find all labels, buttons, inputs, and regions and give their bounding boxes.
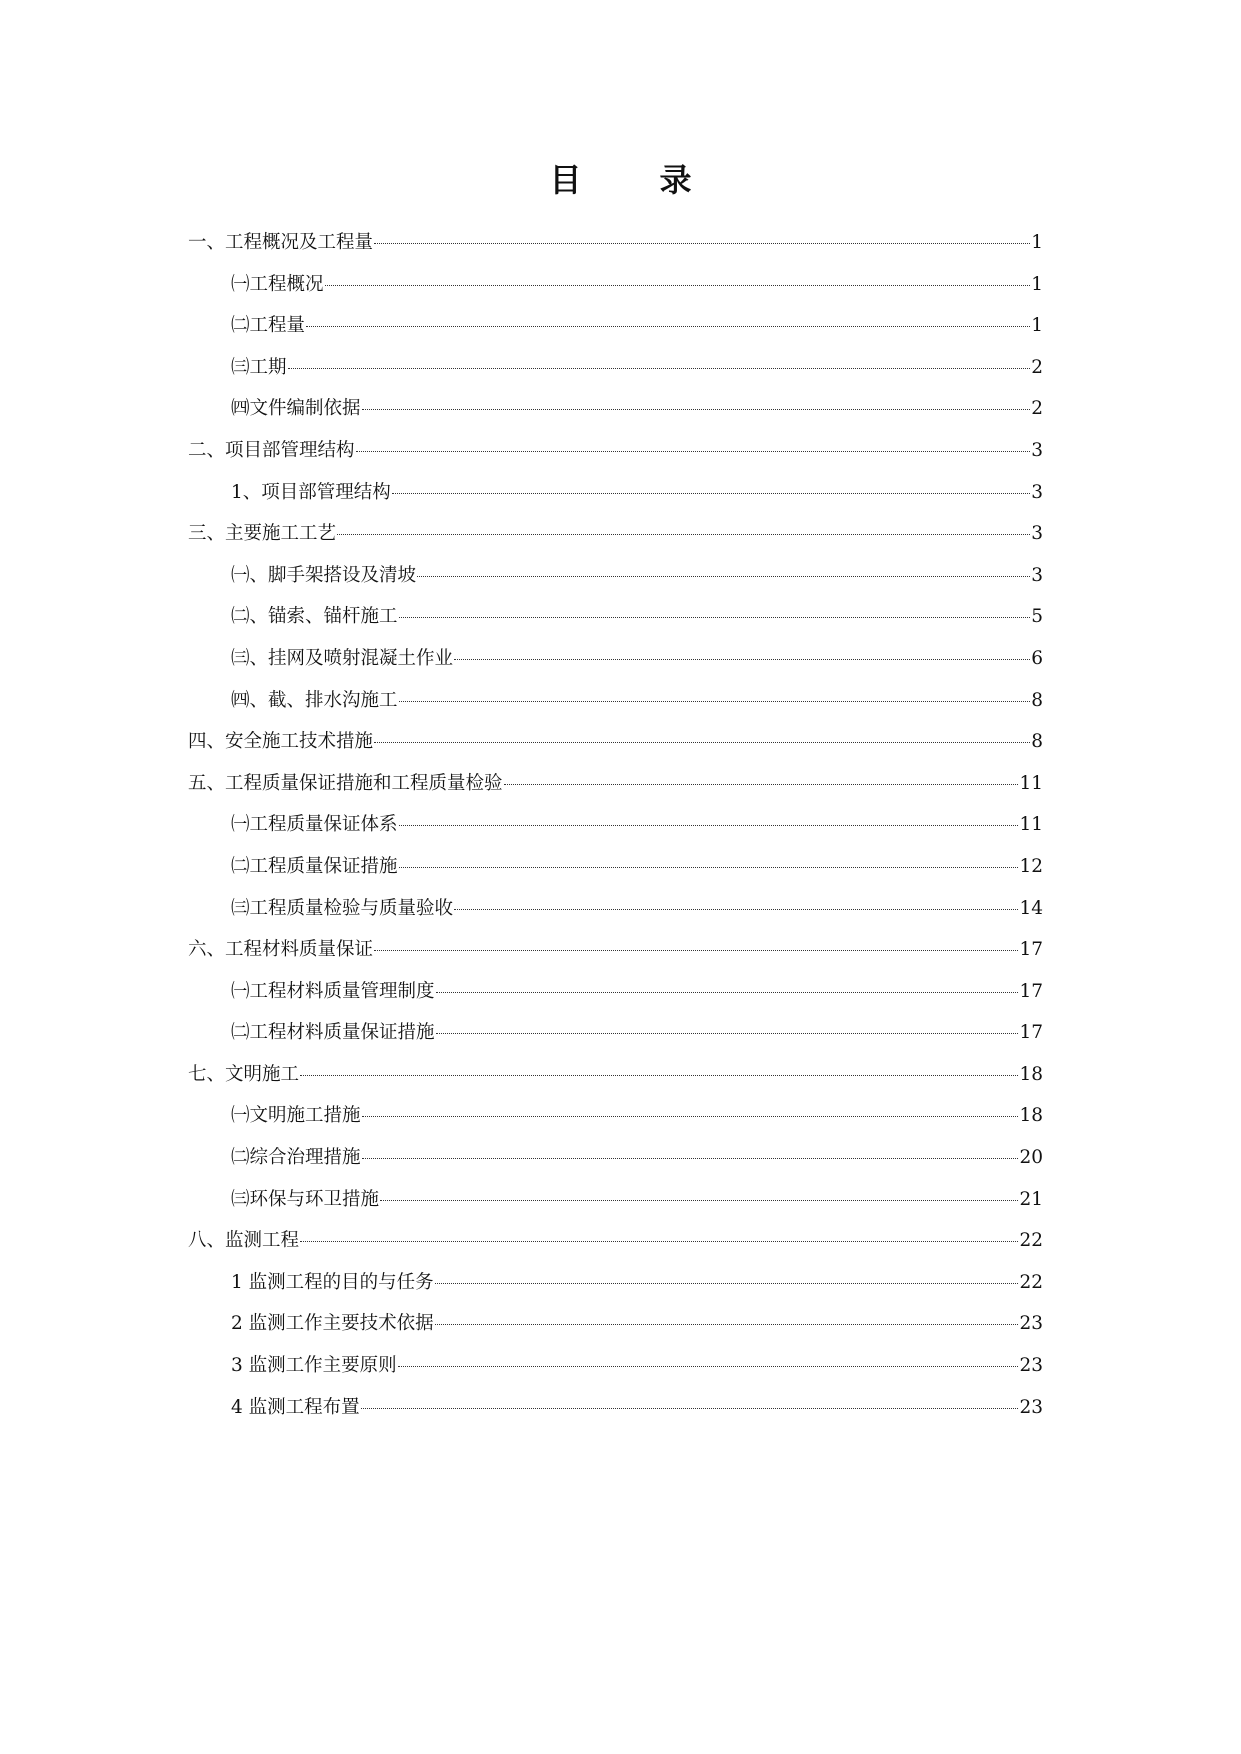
toc-chapter-entry[interactable] (188, 222, 1043, 264)
toc-dot-leader (417, 576, 1030, 577)
toc-page-number: 11 (1019, 814, 1043, 836)
title-right-char: 录 (659, 161, 692, 199)
toc-dot-leader (374, 742, 1030, 743)
toc-page-number: 20 (1019, 1147, 1043, 1169)
toc-page-number: 17 (1019, 939, 1043, 961)
toc-section-entry[interactable] (231, 1387, 1043, 1429)
toc-dot-leader (504, 784, 1019, 785)
toc-section-entry[interactable] (231, 1179, 1043, 1221)
toc-entry-text: ㈠工程概况 (231, 273, 324, 295)
toc-dot-leader (306, 326, 1030, 327)
toc-section-entry[interactable] (231, 596, 1043, 638)
toc-entry-text: ㈡综合治理措施 (231, 1147, 361, 1169)
toc-dot-leader (399, 867, 1019, 868)
toc-section-entry[interactable] (231, 347, 1043, 389)
toc-entry-text: ㈡、锚索、锚杆施工 (231, 606, 398, 628)
toc-entry-text: 4 监测工程布置 (231, 1396, 360, 1418)
toc-chapter-entry[interactable] (188, 763, 1043, 805)
toc-section-entry[interactable] (231, 555, 1043, 597)
toc-dot-leader (300, 1075, 1018, 1076)
toc-page-number: 22 (1019, 1230, 1043, 1252)
toc-page-number: 1 (1031, 273, 1043, 295)
toc-dot-leader (362, 1158, 1019, 1159)
toc-entry-text: ㈡工程质量保证措施 (231, 855, 398, 877)
toc-page-number: 2 (1031, 356, 1043, 378)
toc-dot-leader (399, 701, 1031, 702)
toc-entry-text: 五、工程质量保证措施和工程质量检验 (188, 772, 503, 794)
toc-entry-text: ㈢工程质量检验与质量验收 (231, 897, 454, 919)
toc-section-entry[interactable] (231, 1303, 1043, 1345)
toc-page-number: 3 (1031, 481, 1043, 503)
toc-entry-text: ㈡工程量 (231, 315, 306, 337)
toc-entry-text: 2 监测工作主要技术依据 (231, 1313, 434, 1335)
toc-page-number: 23 (1019, 1355, 1043, 1377)
toc-entry-text: ㈠工程质量保证体系 (231, 814, 398, 836)
toc-entry-text: 七、文明施工 (188, 1063, 300, 1085)
toc-dot-leader (380, 1200, 1018, 1201)
toc-dot-leader (337, 534, 1030, 535)
toc-entry-text: ㈢工期 (231, 356, 287, 378)
toc-page-number: 17 (1019, 980, 1043, 1002)
toc-section-entry[interactable] (231, 1095, 1043, 1137)
toc-entry-text: 三、主要施工工艺 (188, 523, 337, 545)
toc-dot-leader (374, 950, 1018, 951)
toc-dot-leader (399, 617, 1031, 618)
toc-dot-leader (399, 825, 1019, 826)
toc-entry-text: ㈣文件编制依据 (231, 398, 361, 420)
toc-dot-leader (362, 409, 1031, 410)
toc-section-entry[interactable] (231, 888, 1043, 930)
toc-chapter-entry[interactable] (188, 430, 1043, 472)
toc-entry-text: 3 监测工作主要原则 (231, 1355, 397, 1377)
toc-section-entry[interactable] (231, 1137, 1043, 1179)
page-title (0, 160, 1241, 200)
toc-page-number: 14 (1019, 897, 1043, 919)
toc-page-number: 1 (1031, 232, 1043, 253)
toc-entry-text: 八、监测工程 (188, 1230, 300, 1252)
toc-page-number: 3 (1031, 523, 1043, 545)
toc-entry-text: ㈠工程材料质量管理制度 (231, 980, 435, 1002)
toc-page-number: 6 (1031, 647, 1043, 669)
toc-section-entry[interactable] (231, 1345, 1043, 1387)
toc-dot-leader (362, 1116, 1019, 1117)
toc-page-number: 2 (1031, 398, 1043, 420)
toc-dot-leader (398, 1366, 1019, 1367)
toc-page-number: 8 (1031, 731, 1043, 753)
toc-dot-leader (392, 493, 1030, 494)
toc-entry-text: 四、安全施工技术措施 (188, 731, 374, 753)
toc-dot-leader (435, 1283, 1019, 1284)
title-left-char: 目 (549, 161, 582, 199)
toc-chapter-entry[interactable] (188, 929, 1043, 971)
toc-chapter-entry[interactable] (188, 1054, 1043, 1096)
toc-section-entry[interactable] (231, 804, 1043, 846)
toc-section-entry[interactable] (231, 472, 1043, 514)
toc-section-entry[interactable] (231, 846, 1043, 888)
toc-section-entry[interactable] (231, 971, 1043, 1013)
toc-dot-leader (356, 451, 1031, 452)
toc-section-entry[interactable] (231, 1012, 1043, 1054)
toc-section-entry[interactable] (231, 1262, 1043, 1304)
toc-page-number: 21 (1019, 1188, 1043, 1210)
toc-dot-leader (436, 992, 1019, 993)
toc-page-number: 23 (1019, 1396, 1043, 1418)
toc-page-number: 23 (1019, 1313, 1043, 1335)
toc-dot-leader (435, 1324, 1019, 1325)
toc-entry-text: 二、项目部管理结构 (188, 439, 355, 461)
toc-dot-leader (436, 1033, 1019, 1034)
toc-dot-leader (454, 659, 1030, 660)
toc-section-entry[interactable] (231, 264, 1043, 306)
toc-entry-text: ㈠、脚手架搭设及清坡 (231, 564, 417, 586)
toc-dot-leader (454, 909, 1018, 910)
toc-entry-text: 1、项目部管理结构 (231, 481, 391, 503)
toc-entry-text: 六、工程材料质量保证 (188, 939, 374, 961)
toc-page-number: 18 (1019, 1105, 1043, 1127)
toc-entry-text: 一、工程概况及工程量 (188, 232, 374, 253)
toc-page-number: 3 (1031, 564, 1043, 586)
toc-entry-text: ㈣、截、排水沟施工 (231, 689, 398, 711)
toc-page-number: 5 (1031, 606, 1043, 628)
toc-page-number: 22 (1019, 1271, 1043, 1293)
toc-page-number: 11 (1019, 772, 1043, 794)
toc-page-number: 3 (1031, 439, 1043, 461)
toc-dot-leader (288, 368, 1031, 369)
toc-page-number: 12 (1019, 855, 1043, 877)
toc-dot-leader (374, 243, 1030, 244)
toc-entry-text: ㈠文明施工措施 (231, 1105, 361, 1127)
toc-chapter-entry[interactable] (188, 1220, 1043, 1262)
toc-section-entry[interactable] (231, 680, 1043, 722)
toc-page-number: 18 (1019, 1063, 1043, 1085)
toc-entry-text: ㈢环保与环卫措施 (231, 1188, 380, 1210)
toc-chapter-entry[interactable] (188, 721, 1043, 763)
toc-entry-text: ㈡工程材料质量保证措施 (231, 1022, 435, 1044)
toc-page-number: 17 (1019, 1022, 1043, 1044)
toc-dot-leader (300, 1241, 1018, 1242)
toc-entry-text: 1 监测工程的目的与任务 (231, 1271, 434, 1293)
toc-section-entry[interactable] (231, 388, 1043, 430)
toc-dot-leader (361, 1408, 1019, 1409)
toc-chapter-entry[interactable] (188, 513, 1043, 555)
toc-dot-leader (325, 285, 1031, 286)
toc-page-number: 1 (1031, 315, 1043, 337)
toc-section-entry[interactable] (231, 305, 1043, 347)
toc-section-entry[interactable] (231, 638, 1043, 680)
table-of-contents (0, 222, 1241, 1428)
toc-page-number: 8 (1031, 689, 1043, 711)
toc-entry-text: ㈢、挂网及喷射混凝土作业 (231, 647, 454, 669)
